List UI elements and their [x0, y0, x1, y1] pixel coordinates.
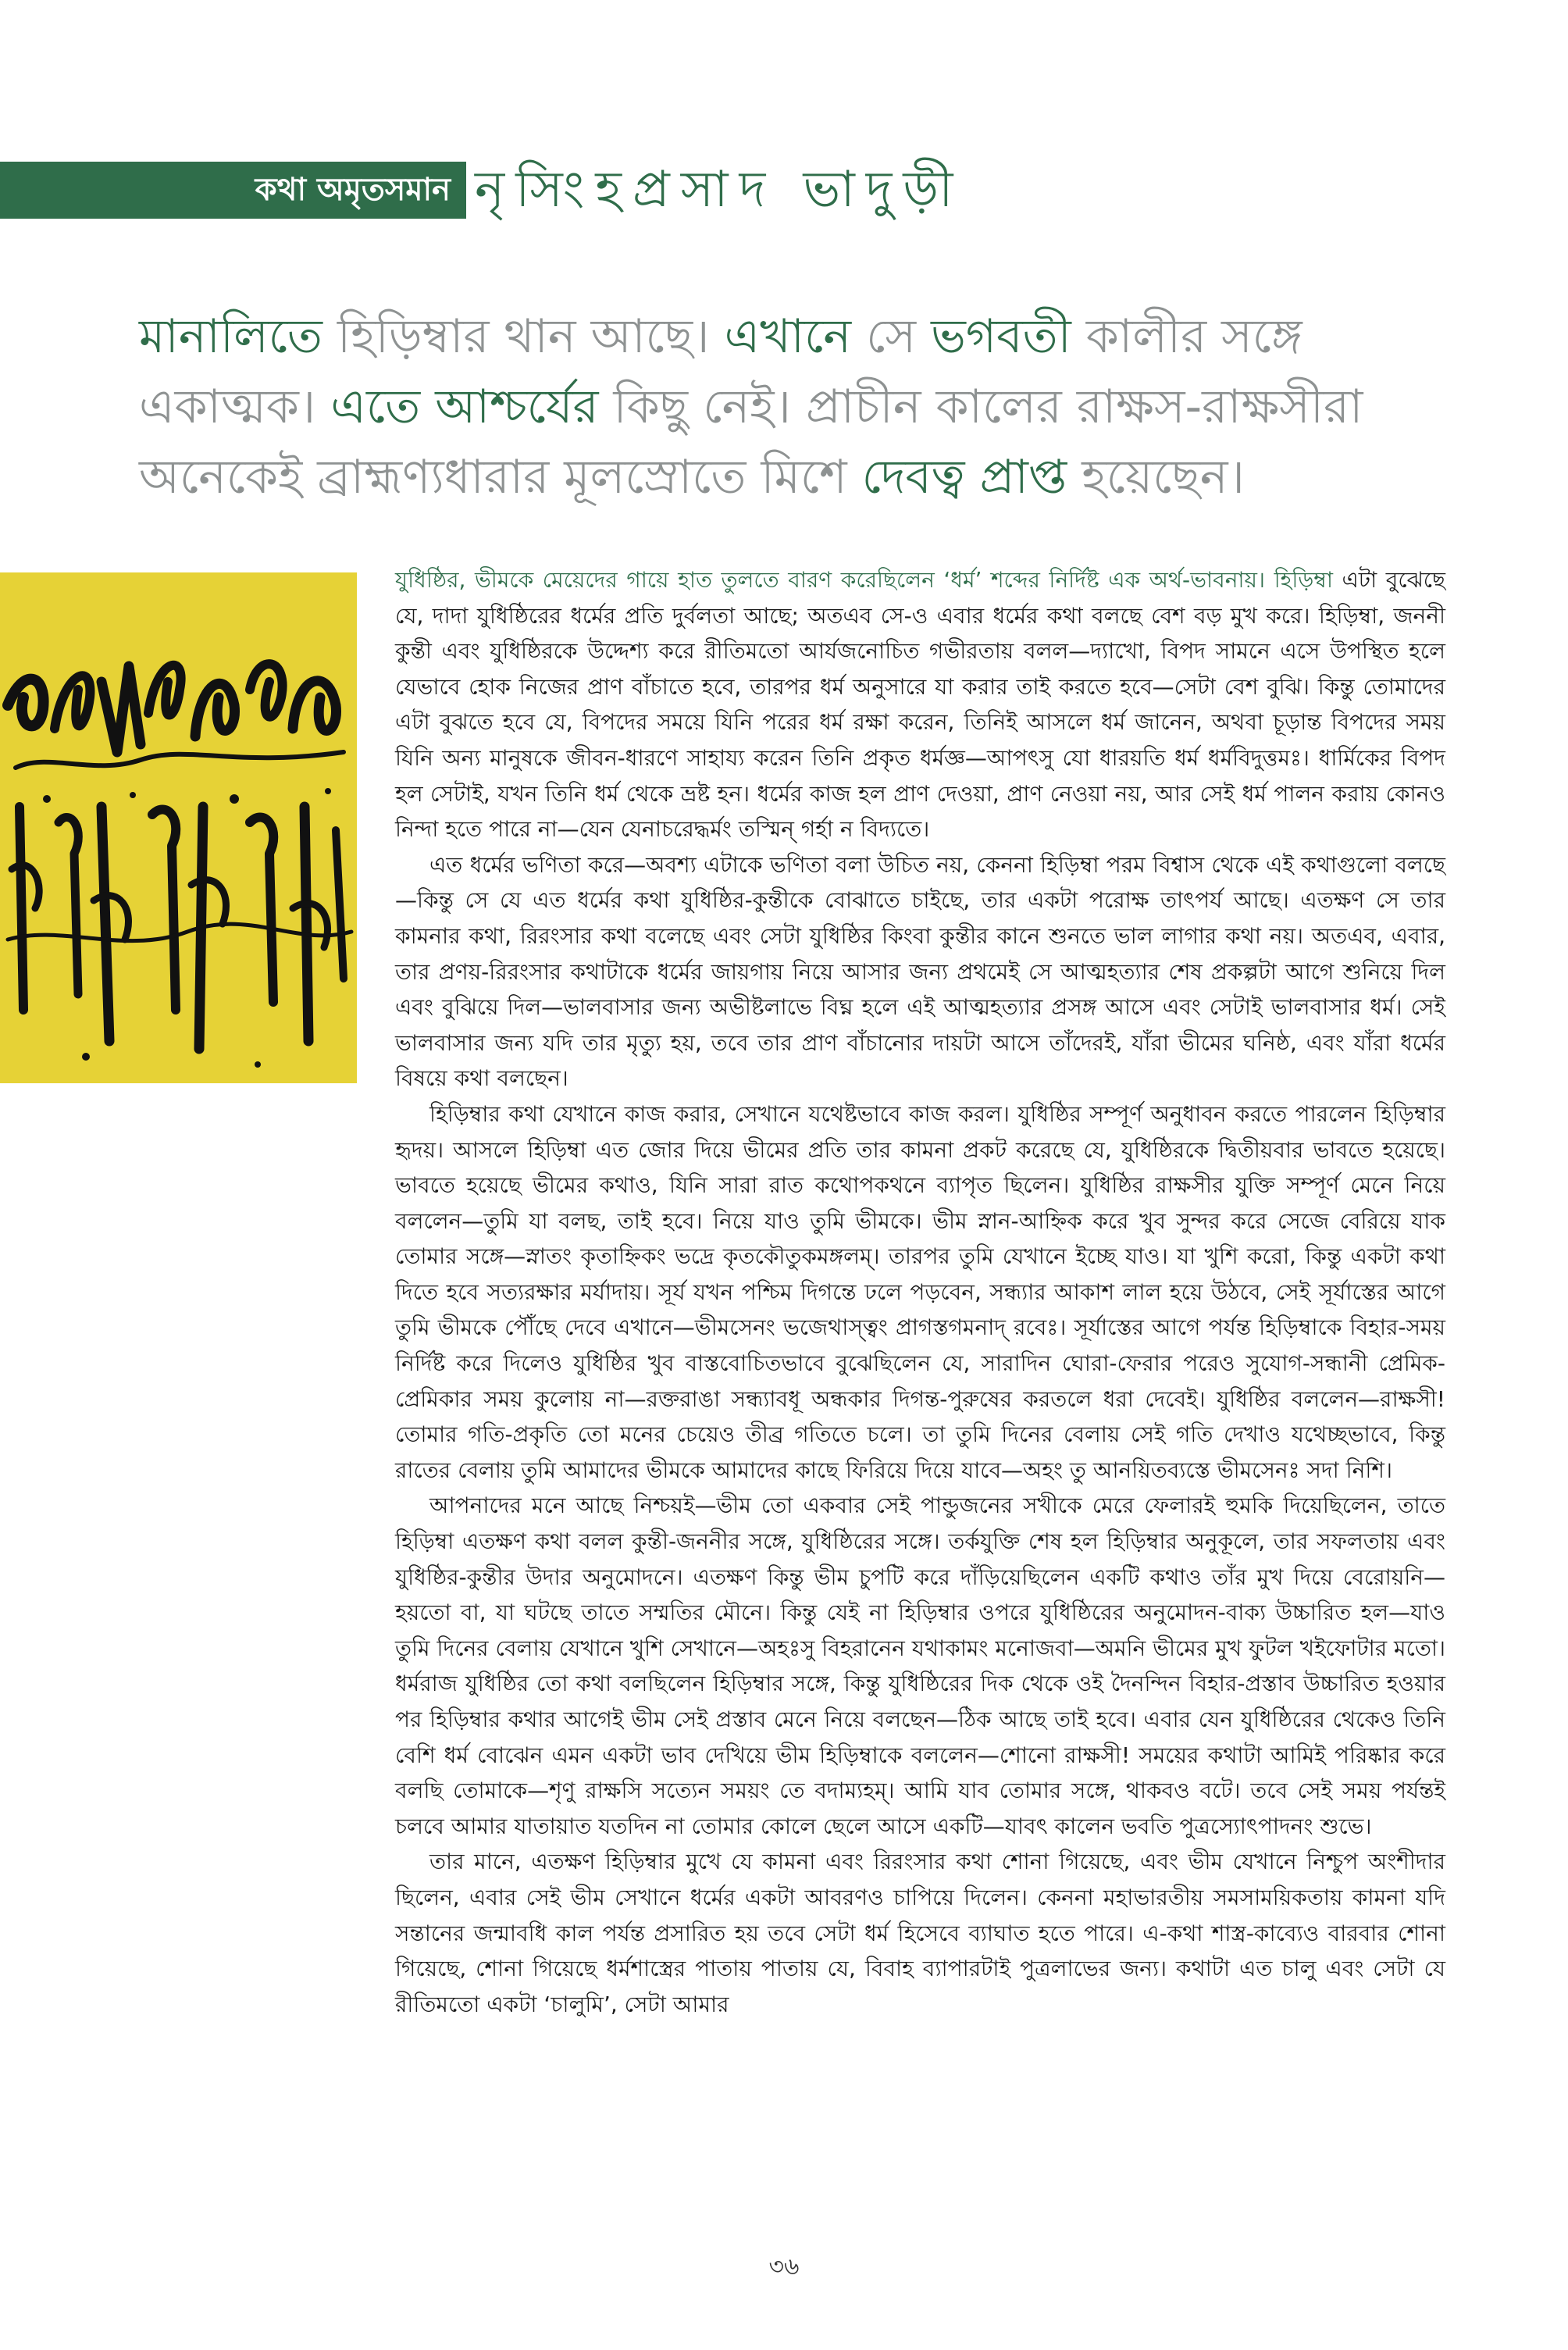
lead-text: হয়েছেন। — [1067, 450, 1245, 505]
author-name-part3: দুড়ী — [865, 161, 964, 219]
lead-highlight: এতে আশ্চর্যের — [330, 380, 599, 434]
lead-text: সে — [851, 309, 932, 364]
page-number: ৩৬ — [768, 2253, 800, 2280]
body-paragraph: তার মানে, এতক্ষণ হিড়িম্বার মুখে যে কামনা এবং রিরংসার কথা শোনা গিয়েছে, এবং ভীম যেখানে নিশ্চুপ অংশীদার ছিলেন, এবার সেই ভীম সেখানে ধর্মের একটা আবরণও চাপিয়ে দিলেন। কেননা মহাভারতীয় সমসাময়িকতায় কামনা যদি সন্তানের জন্মাবধি কাল পর্যন্ত প্রসারিত হয় তবে সেটা ধর্ম হিসেবে ব্যাঘাত হতে পারে। এ-কথা শাস্ত্র-কাব্যেও বারবার শোনা গিয়েছে, শোনা গিয়েছে ধর্মশাস্ত্রের পাতায় পাতায় যে, বিবাহ ব্যাপারটাই পুত্রলাভের জন্য। কথাটা এত চালু এবং সেটা যে রীতিমতো একটা ‘চালুমি’, সেটা আমার — [395, 1849, 1445, 2017]
lead-text: কালীর সঙ্গে একাত্মক। — [139, 309, 1303, 434]
author-name-part2: ভা — [803, 161, 866, 219]
lead-text: কিছু নেই। প্রাচীন কালের রাক্ষস-রাক্ষসীরা অনেকেই ব্রাহ্মণ্যধারার মূলস্রোতে মিশে — [139, 380, 1363, 505]
author-name — [475, 155, 964, 225]
brush-strokes-graphic — [0, 572, 357, 1083]
lead-highlight: মানালিতে — [139, 309, 323, 364]
lead-paragraph — [139, 301, 1420, 512]
body-paragraph: এত ধর্মের ভণিতা করে—অবশ্য এটাকে ভণিতা বলা উচিত নয়, কেননা হিড়িম্বা পরম বিশ্বাস থেকে এই কথাগুলো বলছে—কিন্তু সে যে এত ধর্মের কথা যুধিষ্ঠির-কুন্তীকে বোঝাতে চাইছে, তার একটা পরোক্ষ তাৎপর্য আছে। এতক্ষণ সে তার কামনার কথা, রিরংসার কথা বলেছে এবং সেটা যুধিষ্ঠির কিংবা কুন্তীর কানে শুনতে ভাল লাগার কথা নয়। অতএব, এবার, তার প্রণয়-রিরংসার কথাটাকে ধর্মের জায়গায় নিয়ে আসার জন্য প্রথমেই সে আত্মহত্যার শেষ প্রকল্পটা আগে শুনিয়ে দিল এবং বুঝিয়ে দিল—ভালবাসার জন্য অভীষ্টলাভে বিঘ্ন হলে এই আত্মহত্যার প্রসঙ্গ আসে এবং সেটাই ভালবাসার ধর্ম। সেই ভালবাসার জন্য যদি তার মৃত্যু হয়, তবে তার প্রাণ বাঁচানোর দায়টা আসে তাঁদেরই, যাঁরা ভীমের ঘনিষ্ঠ, এবং যাঁরা ধর্মের বিষয়ে কথা বলছেন। — [395, 851, 1445, 1092]
body-paragraph-opening: যুধিষ্ঠির, ভীমকে মেয়েদের গায়ে হাত তুলতে বারণ করেছিলেন ‘ধর্ম’ শব্দের নির্দিষ্ট এক অর্থ-ভাবনায়। হিড়িম্বা — [395, 567, 1333, 593]
series-label: কথা অমৃতসমান — [255, 172, 451, 208]
article-body — [395, 562, 1445, 2022]
calligraphic-brush-art-icon — [0, 572, 357, 1083]
body-paragraph: আপনাদের মনে আছে নিশ্চয়ই—ভীম তো একবার সেই পান্ডুজনের সখীকে মেরে ফেলারই হুমকি দিয়েছিলেন, তাতে হিড়িম্বা এতক্ষণ কথা বলল কুন্তী-জননীর সঙ্গে, যুধিষ্ঠিরের সঙ্গে। তর্কযুক্তি শেষ হল হিড়িম্বার অনুকূলে, তার সফলতায় এবং যুধিষ্ঠির-কুন্তীর উদার অনুমোদনে। এতক্ষণ কিন্তু ভীম চুপটি করে দাঁড়িয়েছিলেন একটি কথাও তাঁর মুখ দিয়ে বেরোয়নি—হয়তো বা, যা ঘটছে তাতে সম্মতির মৌনে। কিন্তু যেই না হিড়িম্বার ওপরে যুধিষ্ঠিরের অনুমোদন-বাক্য উচ্চারিত হল—যাও তুমি দিনের বেলায় যেখানে খুশি সেখানে—অহঃসু বিহরানেন যথাকামং মনোজবা—অমনি ভীমের মুখ ফুটল খইফোটার মতো। ধর্মরাজ যুধিষ্ঠির তো কথা বলছিলেন হিড়িম্বার সঙ্গে, কিন্তু যুধিষ্ঠিরের দিক থেকে ওই দৈনন্দিন বিহার-প্রস্তাব উচ্চারিত হওয়ার পর হিড়িম্বার কথার আগেই ভীম সেই প্রস্তাব মেনে নিয়ে বলছেন—ঠিক আছে তাই হবে। এবার যেন যুধিষ্ঠিরের থেকেও তিনি বেশি ধর্ম বোঝেন এমন একটা ভাব দেখিয়ে ভীম হিড়িম্বাকে বললেন—শোনো রাক্ষসী! সময়ের কথাটা আমিই পরিষ্কার করে বলছি তোমাকে—শৃণু রাক্ষসি সত্যেন সময়ং তে বদাম্যহম্। আমি যাব তোমার সঙ্গে, থাকবও বটে। তবে সেই সময় পর্যন্তই চলবে আমার যাতায়াত যতদিন না তোমার কোলে ছেলে আসে একটি—যাবৎ কালেন ভবতি পুত্রস্যোৎপাদনং শুভে। — [395, 1492, 1445, 1839]
lead-highlight: এখানে — [724, 309, 852, 364]
body-paragraph — [395, 562, 1445, 847]
body-paragraph: হিড়িম্বার কথা যেখানে কাজ করার, সেখানে যথেষ্টভাবে কাজ করল। যুধিষ্ঠির সম্পূর্ণ অনুধাবন করতে পারলেন হিড়িম্বার হৃদয়। আসলে হিড়িম্বা এত জোর দিয়ে ভীমের প্রতি তার কামনা প্রকট করেছে যে, যুধিষ্ঠিরকে দ্বিতীয়বার ভাবতে হয়েছে। ভাবতে হয়েছে ভীমের কথাও, যিনি সারা রাত কথোপকথনে ব্যাপৃত ছিলেন। যুধিষ্ঠির রাক্ষসীর যুক্তি সম্পূর্ণ মেনে নিয়ে বললেন—তুমি যা বলছ, তাই হবে। নিয়ে যাও তুমি ভীমকে। ভীম স্নান-আহ্নিক করে খুব সুন্দর করে সেজে বেরিয়ে যাক তোমার সঙ্গে—স্নাতং কৃতাহ্নিকং ভদ্রে কৃতকৌতুকমঙ্গলম্। তারপর তুমি যেখানে ইচ্ছে যাও। যা খুশি করো, কিন্তু একটা কথা দিতে হবে সত্যরক্ষার মর্যাদায়। সূর্য যখন পশ্চিম দিগন্তে ঢলে পড়বেন, সন্ধ্যার আকাশ লাল হয়ে উঠবে, সেই সূর্যাস্তের আগে তুমি ভীমকে পৌঁছে দেবে এখানে—ভীমসেনং ভজেথাস্ত্বং প্রাগস্তগমনাদ্ রবেঃ। সূর্যাস্তের আগে পর্যন্ত হিড়িম্বাকে বিহার-সময় নির্দিষ্ট করে দিলেও যুধিষ্ঠির খুব বাস্তবোচিতভাবে বুঝেছিলেন যে, সারাদিন ঘোরা-ফেরার পরেও সুযোগ-সন্ধানী প্রেমিক-প্রেমিকার সময় কুলোয় না—রক্তরাঙা সন্ধ্যাবধূ অন্ধকার দিগন্ত-পুরুষের করতলে ধরা দেবেই। যুধিষ্ঠির বললেন—রাক্ষসী! তোমার গতি-প্রকৃতি তো মনের চেয়েও তীব্র গতিতে চলে। তা তুমি দিনের বেলায় সেই গতি দেখাও যথেচ্ছভাবে, কিন্তু রাতের বেলায় তুমি আমাদের ভীমকে আমাদের কাছে ফিরিয়ে দিয়ে যাবে—অহং তু আনয়িতব্যস্তে ভীমসেনঃ সদা নিশি। — [395, 1100, 1445, 1483]
author-name-part1: নৃসিংহপ্রসাদ — [475, 161, 804, 219]
lead-text: হিড়িম্বার থান আছে। — [322, 309, 725, 364]
series-header-band — [0, 162, 466, 219]
body-paragraph-text: এটা বুঝেছে যে, দাদা যুধিষ্ঠিরের ধর্মের প্রতি দুর্বলতা আছে; অতএব সে-ও এবার ধর্মের কথা বলছে বেশ বড় মুখ করে। হিড়িম্বা, জননী কুন্তী এবং যুধিষ্ঠিরকে উদ্দেশ্য করে রীতিমতো আর্যজনোচিত গভীরতায় বলল—দ্যাখো, বিপদ সামনে এসে উপস্থিত হলে যেভাবে হোক নিজের প্রাণ বাঁচাতে হবে, তারপর ধর্ম অনুসারে যা করার তাই করতে হবে—সেটা বেশ বুঝি। কিন্তু তোমাদের এটা বুঝতে হবে যে, বিপদের সময়ে যিনি পরের ধর্ম রক্ষা করেন, তিনিই আসলে ধর্ম জানেন, অথবা চূড়ান্ত বিপদের সময় যিনি অন্য মানুষকে জীবন-ধারণে সাহায্য করেন তিনি প্রকৃত ধর্মজ্ঞ—আপৎসু যো ধারয়তি ধর্ম ধর্মবিদুত্তমঃ। ধার্মিকের বিপদ হল সেটাই, যখন তিনি ধর্ম থেকে ভ্রষ্ট হন। ধর্মের কাজ হল প্রাণ দেওয়া, প্রাণ নেওয়া নয়, আর সেই ধর্ম পালন করায় কোনও নিন্দা হতে পারে না—যেন যেনাচরেদ্ধর্মং তস্মিন্ গর্হা ন বিদ্যতে। — [395, 567, 1445, 843]
lead-highlight: দেবত্ব প্রাপ্ত — [861, 450, 1067, 505]
lead-highlight: ভগবতী — [931, 309, 1071, 364]
